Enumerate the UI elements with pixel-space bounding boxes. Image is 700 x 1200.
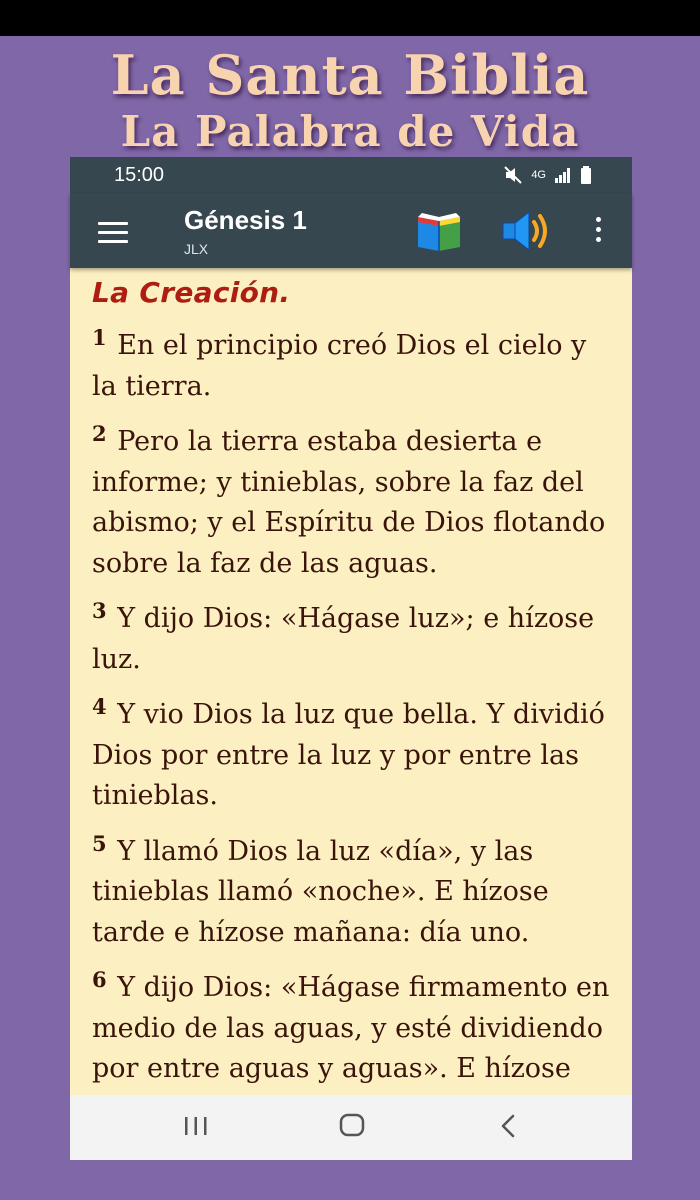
network-type-label: 4G xyxy=(531,169,546,181)
verse-text: En el principio creó Dios el cielo y la tierra. xyxy=(92,330,587,402)
verse-text: Y dijo Dios: «Hágase firmamento en medio de las aguas, y esté dividiendo por entre aguas y aguas». E hízose xyxy=(92,972,610,1084)
verse-text: Y llamó Dios la luz «día», y las tinieblas llamó «noche». E hízose tarde e hízose mañana: día uno. xyxy=(92,835,549,948)
verse-text: Y vio Dios la luz que bella. Y dividió Dios por entre la luz y por entre las tinieblas. xyxy=(92,699,605,811)
verse-3[interactable] xyxy=(92,591,617,680)
verse-number: 4 xyxy=(92,694,107,719)
verse-4[interactable] xyxy=(92,687,617,817)
verse-number: 2 xyxy=(92,421,107,446)
mute-icon xyxy=(503,165,523,185)
bible-version[interactable]: JLX xyxy=(184,241,209,257)
back-icon[interactable] xyxy=(498,1113,520,1139)
status-bar xyxy=(70,157,632,193)
verse-text: Pero la tierra estaba desierta e informe; y tinieblas, sobre la faz del abismo; y el Espíritu de Dios flotando sobre la faz de las aguas. xyxy=(92,426,606,579)
app-bar xyxy=(70,193,632,268)
chapter-content[interactable] xyxy=(70,268,632,1095)
menu-icon[interactable] xyxy=(98,215,132,249)
bible-book-icon[interactable] xyxy=(414,209,464,253)
section-heading: La Creación. xyxy=(92,276,291,309)
battery-icon xyxy=(580,165,592,185)
phone-screen xyxy=(70,157,632,1160)
verse-number: 1 xyxy=(92,325,107,350)
status-icons xyxy=(503,165,592,185)
verse-5[interactable] xyxy=(92,824,617,954)
verse-number: 3 xyxy=(92,598,107,623)
verse-1[interactable] xyxy=(92,318,617,407)
verse-number: 5 xyxy=(92,830,107,856)
status-time: 15:00 xyxy=(114,164,165,186)
promo-subtitle: La Palabra de Vida xyxy=(120,107,580,156)
overflow-menu-icon[interactable] xyxy=(586,217,610,247)
verse-2[interactable] xyxy=(92,414,617,584)
top-strip xyxy=(0,0,700,36)
recent-apps-icon[interactable] xyxy=(183,1115,209,1137)
home-icon[interactable] xyxy=(339,1112,365,1138)
verse-list xyxy=(92,318,617,1137)
speaker-icon[interactable] xyxy=(500,207,552,255)
signal-icon xyxy=(554,166,572,184)
verse-text: Y dijo Dios: «Hágase luz»; e hízose luz. xyxy=(92,603,595,675)
verse-number: 6 xyxy=(92,967,107,992)
promo-title: La Santa Biblia xyxy=(110,43,590,107)
chapter-title[interactable]: Génesis 1 xyxy=(184,205,307,235)
system-nav-bar xyxy=(70,1095,632,1160)
